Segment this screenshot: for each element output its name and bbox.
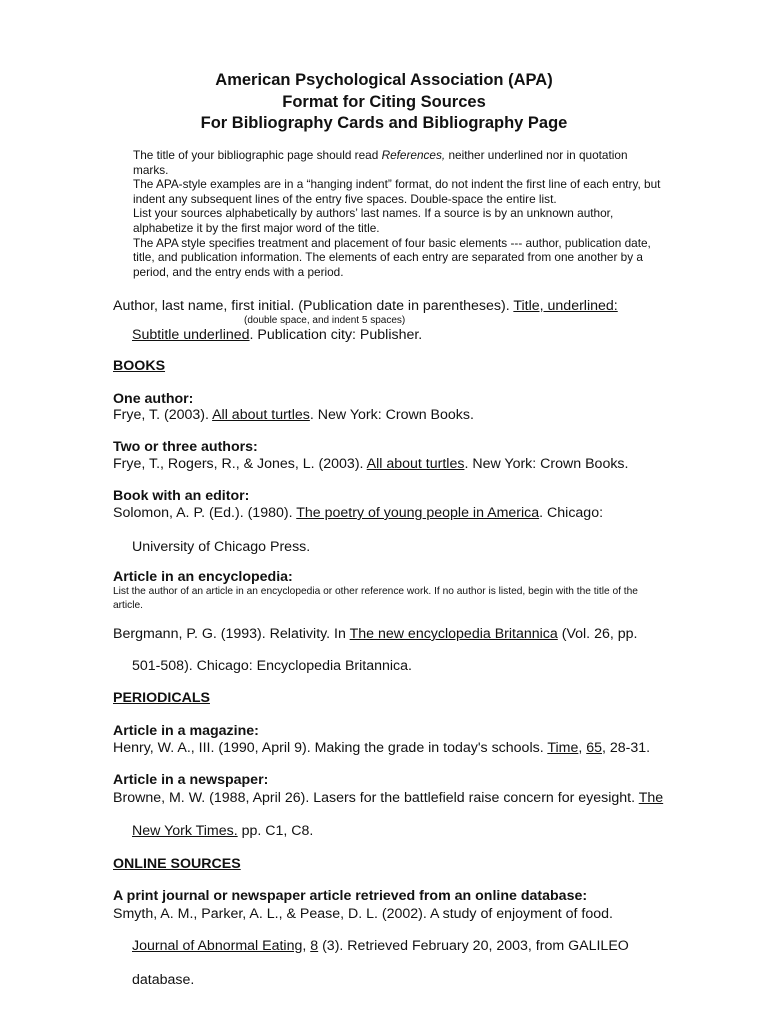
subheading-online-database: A print journal or newspaper article retrieved from an online database: bbox=[113, 888, 588, 904]
format-note: (double space, and indent 5 spaces) bbox=[244, 315, 406, 326]
citation-online-database-cont-2: database. bbox=[132, 972, 195, 988]
section-heading-periodicals: PERIODICALS bbox=[113, 690, 210, 706]
format-line-2: Subtitle underlined. Publication city: Publisher. bbox=[132, 327, 423, 343]
citation-encyclopedia: Bergmann, P. G. (1993). Relativity. In The new encyclopedia Britannica (Vol. 26, pp. bbox=[113, 626, 638, 642]
citation-online-database-cont: Journal of Abnormal Eating, 8 (3). Retrieved February 20, 2003, from GALILEO bbox=[132, 938, 629, 954]
intro-paragraph-elements: The APA style specifies treatment and placement of four basic elements --- author, publication date, title, and publication information. The elements of each entry are separated from one another by a period, and the entry ends with a period. bbox=[133, 235, 651, 279]
citation-book-editor-cont: University of Chicago Press. bbox=[132, 539, 311, 555]
subheading-two-three-authors: Two or three authors: bbox=[113, 439, 258, 455]
citation-two-three-authors: Frye, T., Rogers, R., & Jones, L. (2003). All about turtles. New York: Crown Books. bbox=[113, 456, 629, 472]
intro-paragraph-alphabetize: List your sources alphabetically by authors’ last names. If a source is by an unknown author, alphabetize it by the first major word of the title. bbox=[133, 206, 614, 235]
page-title-line-1: American Psychological Association (APA) bbox=[215, 71, 553, 89]
citation-newspaper-cont: New York Times. pp. C1, C8. bbox=[132, 823, 314, 839]
citation-newspaper: Browne, M. W. (1988, April 26). Lasers for the battlefield raise concern for eyesight. The bbox=[113, 790, 664, 806]
section-heading-books: BOOKS bbox=[113, 358, 166, 374]
intro-block bbox=[113, 148, 663, 279]
citation-one-author: Frye, T. (2003). All about turtles. New York: Crown Books. bbox=[113, 407, 474, 423]
citation-online-database: Smyth, A. M., Parker, A. L., & Pease, D. L. (2002). A study of enjoyment of food. bbox=[113, 906, 613, 922]
intro-paragraph-hanging-indent: The APA-style examples are in a “hanging indent” format, do not indent the first line of each entry, but indent any subsequent lines of the entry five spaces. Double-space the entire list. bbox=[133, 177, 661, 206]
section-heading-online-sources: ONLINE SOURCES bbox=[113, 856, 241, 872]
intro-paragraph-title: The title of your bibliographic page should read References, neither underlined nor in quotation marks. bbox=[133, 148, 628, 177]
references-term: References, bbox=[381, 148, 446, 162]
subheading-book-editor: Book with an editor: bbox=[113, 488, 250, 504]
citation-book-editor: Solomon, A. P. (Ed.). (1980). The poetry of young people in America. Chicago: bbox=[113, 505, 604, 521]
page-title-line-2: Format for Citing Sources bbox=[282, 93, 486, 111]
subheading-encyclopedia: Article in an encyclopedia: bbox=[113, 569, 293, 585]
subheading-newspaper: Article in a newspaper: bbox=[113, 772, 269, 788]
format-line-1: Author, last name, first initial. (Publication date in parentheses). Title, underlined: bbox=[113, 298, 618, 314]
encyclopedia-note: List the author of an article in an encyclopedia or other reference work. If no author is listed, begin with the title of the article. bbox=[113, 586, 638, 611]
citation-magazine: Henry, W. A., III. (1990, April 9). Making the grade in today's schools. Time, 65, 28-31. bbox=[113, 740, 651, 756]
subheading-one-author: One author: bbox=[113, 391, 194, 407]
citation-encyclopedia-cont: 501-508). Chicago: Encyclopedia Britannica. bbox=[132, 658, 412, 674]
subheading-magazine: Article in a magazine: bbox=[113, 723, 259, 739]
page-title-line-3: For Bibliography Cards and Bibliography Page bbox=[200, 114, 568, 132]
